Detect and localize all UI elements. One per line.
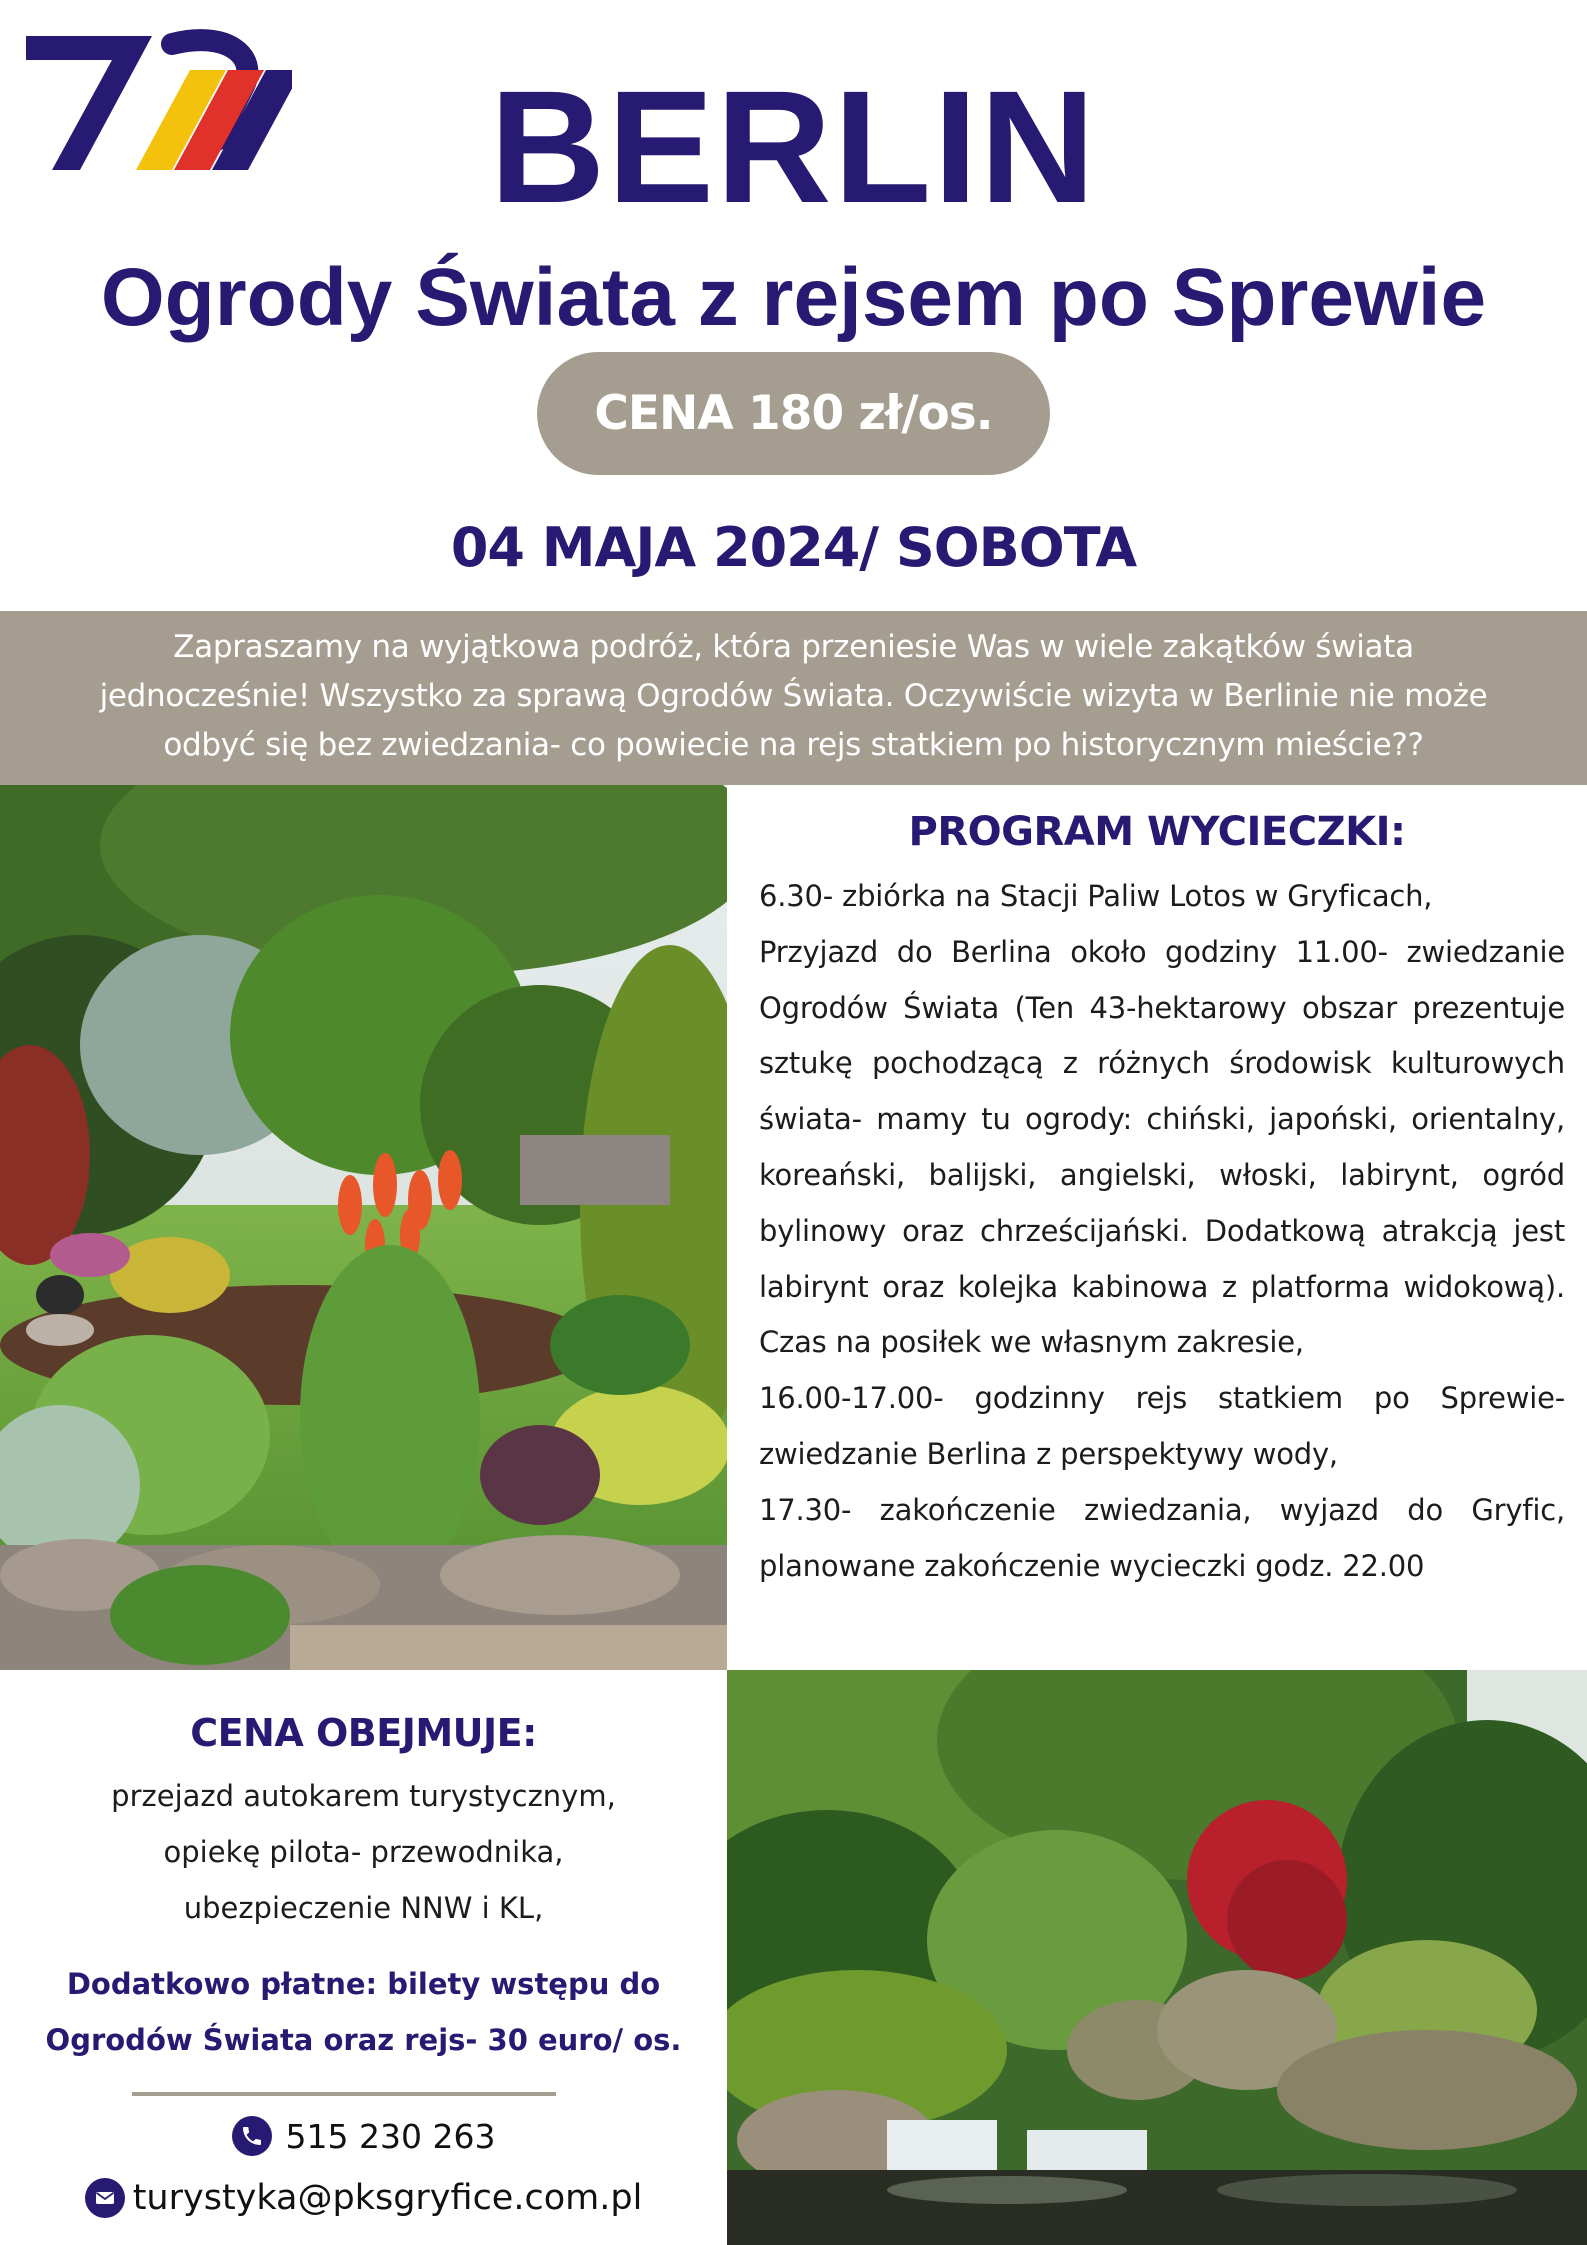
email-address: turystyka@pksgryfice.com.pl <box>132 2178 643 2218</box>
price-text: CENA 180 zł/os. <box>594 386 993 441</box>
list-item: ubezpieczenie NNW i KL, <box>183 1891 544 1925</box>
page-title: BERLIN <box>489 57 1098 236</box>
phone-number: 515 230 263 <box>285 2116 496 2156</box>
intro-line: jednocześnie! Wszystko za sprawą Ogrodów Świata. Oczywiście wizyta w Berlinie nie może <box>99 678 1488 714</box>
email-contact[interactable] <box>0 2170 727 2226</box>
extra-cost-note <box>20 1956 707 2068</box>
extra-cost-line: Ogrodów Świata oraz rejs- 30 euro/ os. <box>45 2023 682 2057</box>
divider <box>132 2092 556 2096</box>
program-paragraph: 17.30- zakończenie zwiedzania, wyjazd do Gryfic, planowane zakończenie wycieczki godz. 22.00 <box>759 1492 1565 1583</box>
program-title: PROGRAM WYCIECZKI: <box>908 809 1406 855</box>
list-item: opiekę pilota- przewodnika, <box>163 1835 564 1869</box>
envelope-icon <box>85 2178 125 2218</box>
program-paragraph: Przyjazd do Berlina około godziny 11.00- zwiedzanie Ogrodów Świata (Ten 43-hektarowy obszar prezentuje sztukę pochodzącą z różnych środowisk kulturowych świata- mamy tu ogrody: chiński, japoński, orientalny, koreański, balijski, angielski, włoski, labirynt, ogród bylinowy oraz chrześcijański. Dodatkową atrakcją jest labirynt oraz kolejka kabinowa z platforma widokową). Czas na posiłek we własnym zakresie, <box>759 934 1565 1360</box>
phone-icon <box>232 2116 272 2156</box>
intro-banner <box>0 611 1587 785</box>
phone-contact[interactable] <box>0 2108 727 2164</box>
price-includes-title: CENA OBEJMUJE: <box>190 1711 537 1755</box>
trip-date: 04 MAJA 2024/ SOBOTA <box>450 516 1137 579</box>
price-includes-list <box>0 1768 727 1936</box>
extra-cost-line: Dodatkowo płatne: bilety wstępu do <box>66 1967 661 2001</box>
intro-text <box>0 611 1587 770</box>
program-body <box>759 869 1565 1594</box>
intro-line: Zapraszamy na wyjątkowa podróż, która przeniesie Was w wiele zakątków świata <box>173 629 1414 665</box>
list-item: przejazd autokarem turystycznym, <box>111 1779 616 1813</box>
intro-line: odbyć się bez zwiedzania- co powiecie na rejs statkiem po historycznym mieście?? <box>163 727 1424 763</box>
page-subtitle: Ogrody Świata z rejsem po Sprewie <box>100 252 1487 343</box>
price-badge <box>537 352 1050 475</box>
waterfall-photo <box>727 1670 1587 2245</box>
garden-photo <box>0 785 727 1670</box>
program-paragraph: 6.30- zbiórka na Stacji Paliw Lotos w Gryficach, <box>759 879 1433 913</box>
program-paragraph: 16.00-17.00- godzinny rejs statkiem po Sprewie- zwiedzanie Berlina z perspektywy wody, <box>759 1381 1565 1471</box>
